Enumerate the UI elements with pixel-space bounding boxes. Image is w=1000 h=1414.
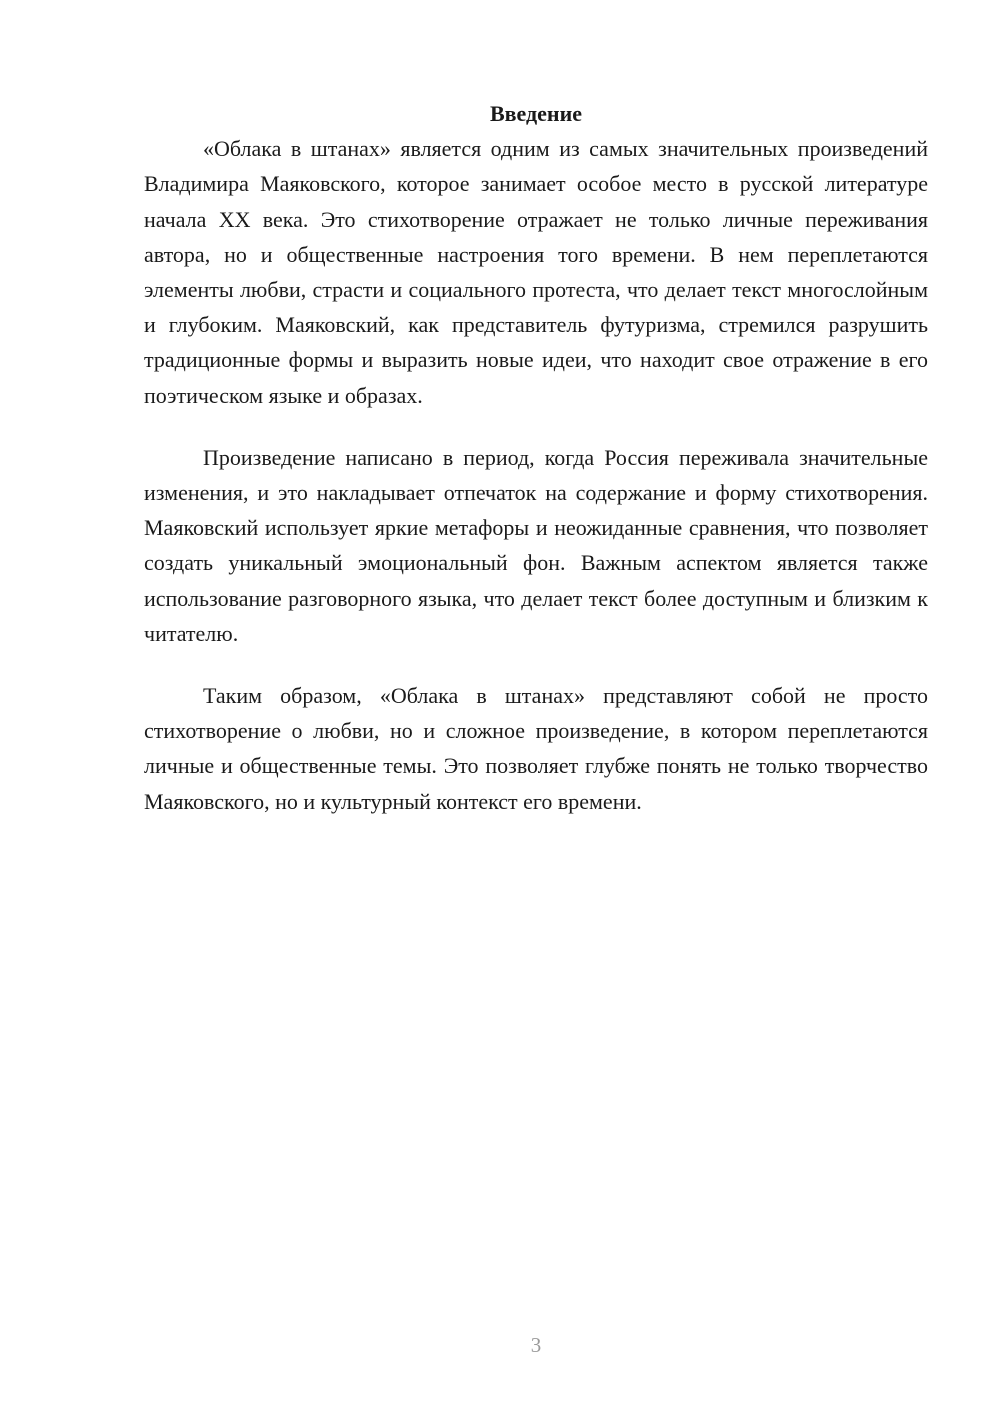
paragraph-2: Произведение написано в период, когда Россия переживала значительные изменения, и это накладывает отпечаток на содержание и форму стихотворения. Маяковский использует яркие метафоры и неожиданные сравнения, что позволяет создать уникальный эмоциональный фон. Важным аспектом является также использование разговорного языка, что делает текст более доступным и близким к читателю. <box>144 444 928 646</box>
paragraph-1: «Облака в штанах» является одним из самых значительных произведений Владимира Маяковского, которое занимает особое место в русской литературе начала XX века. Это стихотворение отражает не только личные переживания автора, но и общественные настроения того времени. В нем переплетаются элементы любви, страсти и социального протеста, что делает текст многослойным и глубоким. Маяковский, как представитель футуризма, стремился разрушить традиционные формы и выразить новые идеи, что находит свое отражение в его поэтическом языке и образах. <box>144 136 928 408</box>
paragraph-3: Таким образом, «Облака в штанах» представляют собой не просто стихотворение о любви, но и сложное произведение, в котором переплетаются личные и общественные темы. Это позволяет глубже понять не только творчество Маяковского, но и культурный контекст его времени. <box>144 683 928 814</box>
section-title: Введение <box>489 101 583 126</box>
page-number: 3 <box>530 1333 542 1357</box>
page-content <box>144 96 928 819</box>
